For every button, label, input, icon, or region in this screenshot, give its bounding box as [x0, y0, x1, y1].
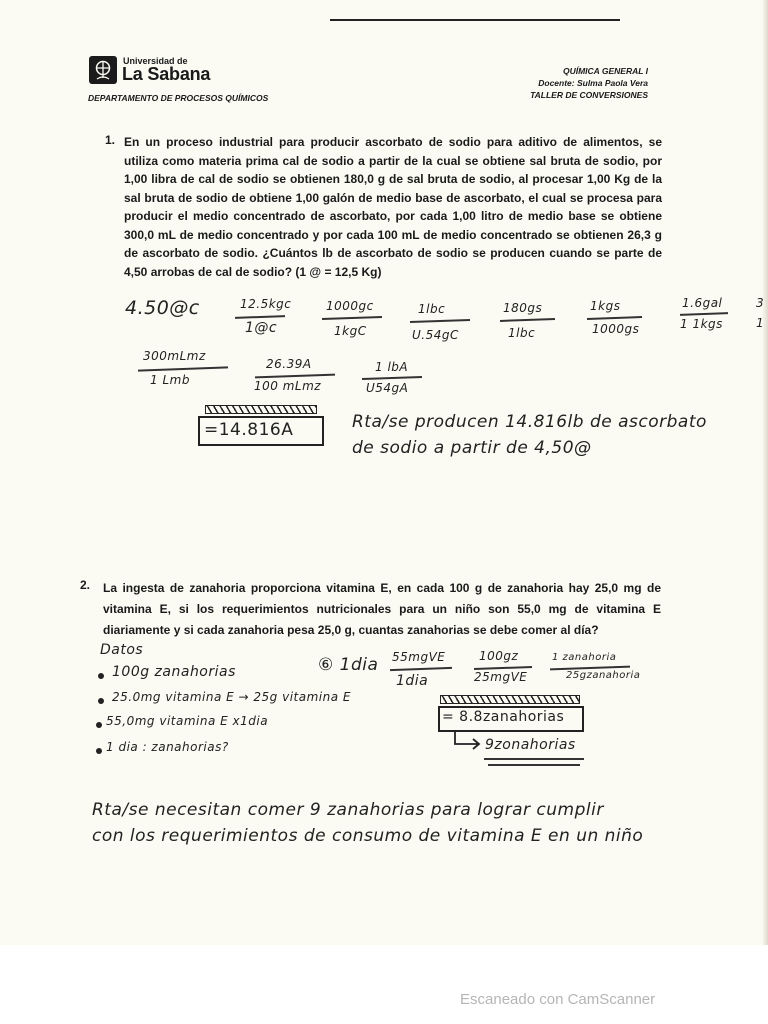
p1-answer-line2: de sodio a partir de 4,50@	[352, 438, 592, 458]
p2-rounded-result: 9zonahorias	[485, 737, 576, 753]
p1-factor2-den: 1kgC	[334, 324, 367, 338]
p1-factor8-num: 300mLmz	[143, 349, 206, 363]
bullet	[96, 748, 102, 754]
problem-2-number: 2.	[80, 578, 91, 592]
result-hatch	[205, 405, 317, 414]
bullet	[98, 673, 104, 679]
scanner-watermark: Escaneado con CamScanner	[460, 991, 656, 1008]
p2-data-item: 1 dia : zanahorias?	[106, 740, 229, 754]
p2-factor1-num: 55mgVE	[392, 650, 446, 664]
underline	[488, 764, 580, 766]
p2-answer-line1: Rta/se necesitan comer 9 zanahorias para lograr cumplir	[92, 800, 604, 820]
p1-factor6-den: 1 1kgs	[680, 317, 723, 331]
university-shield-icon	[88, 55, 118, 85]
p1-factor4-den: 1lbc	[508, 326, 536, 340]
p2-factor1-den: 1dia	[396, 673, 429, 689]
p1-factor8-den: 1 Lmb	[150, 373, 190, 387]
p2-data-label: Datos	[100, 642, 144, 658]
p1-factor10-den: U54gA	[366, 381, 409, 395]
p1-factor3-den: U.54gC	[412, 328, 459, 342]
university-prefix: Universidad de	[123, 56, 188, 66]
p1-factor9-den: 100 mLmz	[254, 379, 322, 393]
p1-factor6-num: 1.6gal	[682, 296, 723, 310]
p2-data-item: 100g zanahorias	[112, 664, 236, 680]
p2-data-item: 55,0mg vitamina E x1dia	[106, 714, 269, 728]
p1-factor1-den: 1@c	[245, 320, 278, 336]
p1-factor5-den: 1000gs	[592, 322, 640, 336]
bullet	[98, 698, 104, 704]
p1-factor7-num: 3	[756, 296, 765, 310]
result-hatch	[440, 695, 580, 704]
underline	[484, 758, 584, 760]
p2-factor3-num: 1 zanahoria	[552, 652, 617, 663]
p2-answer-line2: con los requerimientos de consumo de vitamina E en un niño	[92, 826, 644, 846]
university-name: La Sabana	[122, 64, 211, 84]
department-name: DEPARTAMENTO DE PROCESOS QUÍMICOS	[88, 93, 269, 103]
p1-factor4-num: 180gs	[503, 301, 543, 315]
p1-result-value: =14.816A	[204, 420, 294, 440]
p2-factor2-num: 100gz	[479, 649, 519, 663]
p2-factor2-den: 25mgVE	[474, 670, 528, 684]
p2-factor3-den: 25gzanahoria	[566, 670, 641, 681]
p1-result-box	[198, 416, 324, 446]
p1-factor2-num: 1000gc	[326, 299, 374, 313]
teacher-name: Docente: Sulma Paola Vera	[538, 78, 648, 88]
problem-1-number: 1.	[105, 133, 116, 147]
p1-factor9-num: 26.39A	[266, 357, 312, 371]
p1-factor3-num: 1lbc	[418, 302, 446, 316]
arrow-down-right-icon	[452, 729, 482, 751]
top-rule-line	[330, 19, 620, 21]
course-info	[530, 65, 648, 101]
p1-factor5-num: 1kgs	[590, 299, 621, 313]
p2-result-value: = 8.8zanahorias	[442, 709, 565, 725]
p1-factor7-den: 1	[756, 316, 765, 330]
p2-start-quantity: ⑥ 1dia	[318, 655, 379, 675]
workshop-title: TALLER DE CONVERSIONES	[530, 90, 648, 100]
p1-answer-line1: Rta/se producen 14.816lb de ascorbato	[352, 412, 707, 432]
course-title: QUÍMICA GENERAL I	[562, 66, 648, 76]
page-edge-shadow	[762, 0, 768, 945]
problem-1-text: En un proceso industrial para producir ascorbato de sodio para aditivo de alimentos, se utiliza como materia prima cal de sodio a partir de la cual se obtiene sal bruta de sodio, por 1,00 libra de cal de sodio se obtienen 180,0 g de sal bruta de sodio, al procesar 1,00 Kg de la sal bruta de sodio de obtiene 1,00 galón de medio base de ascorbato, el cual se procesa para producir el medio concentrado de ascorbato, por cada 1,00 litro de medio base se obtiene 300,0 mL de medio concentrado y por cada 100 mL de medio concentrado se obtienen 26,3 g de ascorbato de sodio. ¿Cuántos lb de ascorbato de sodio se producen cuando se parte de 4,50 arrobas de cal de sodio? (1 @ = 12,5 Kg)	[124, 135, 662, 279]
p1-factor10-num: 1 lbA	[375, 360, 409, 374]
p2-data-item: 25.0mg vitamina E → 25g vitamina E	[112, 690, 351, 704]
problem-2-text: La ingesta de zanahoria proporciona vitamina E, en cada 100 g de zanahoria hay 25,0 mg de vitamina E, si los requerimientos nutricionales para un niño son 55,0 mg de vitamina E diariamente y si cada zanahoria pesa 25,0 g, cuantas zanahorias se debe comer al día?	[103, 581, 661, 637]
p1-factor1-num: 12.5kgc	[240, 297, 292, 311]
bullet	[96, 722, 102, 728]
p1-start-quantity: 4.50@c	[125, 297, 200, 319]
